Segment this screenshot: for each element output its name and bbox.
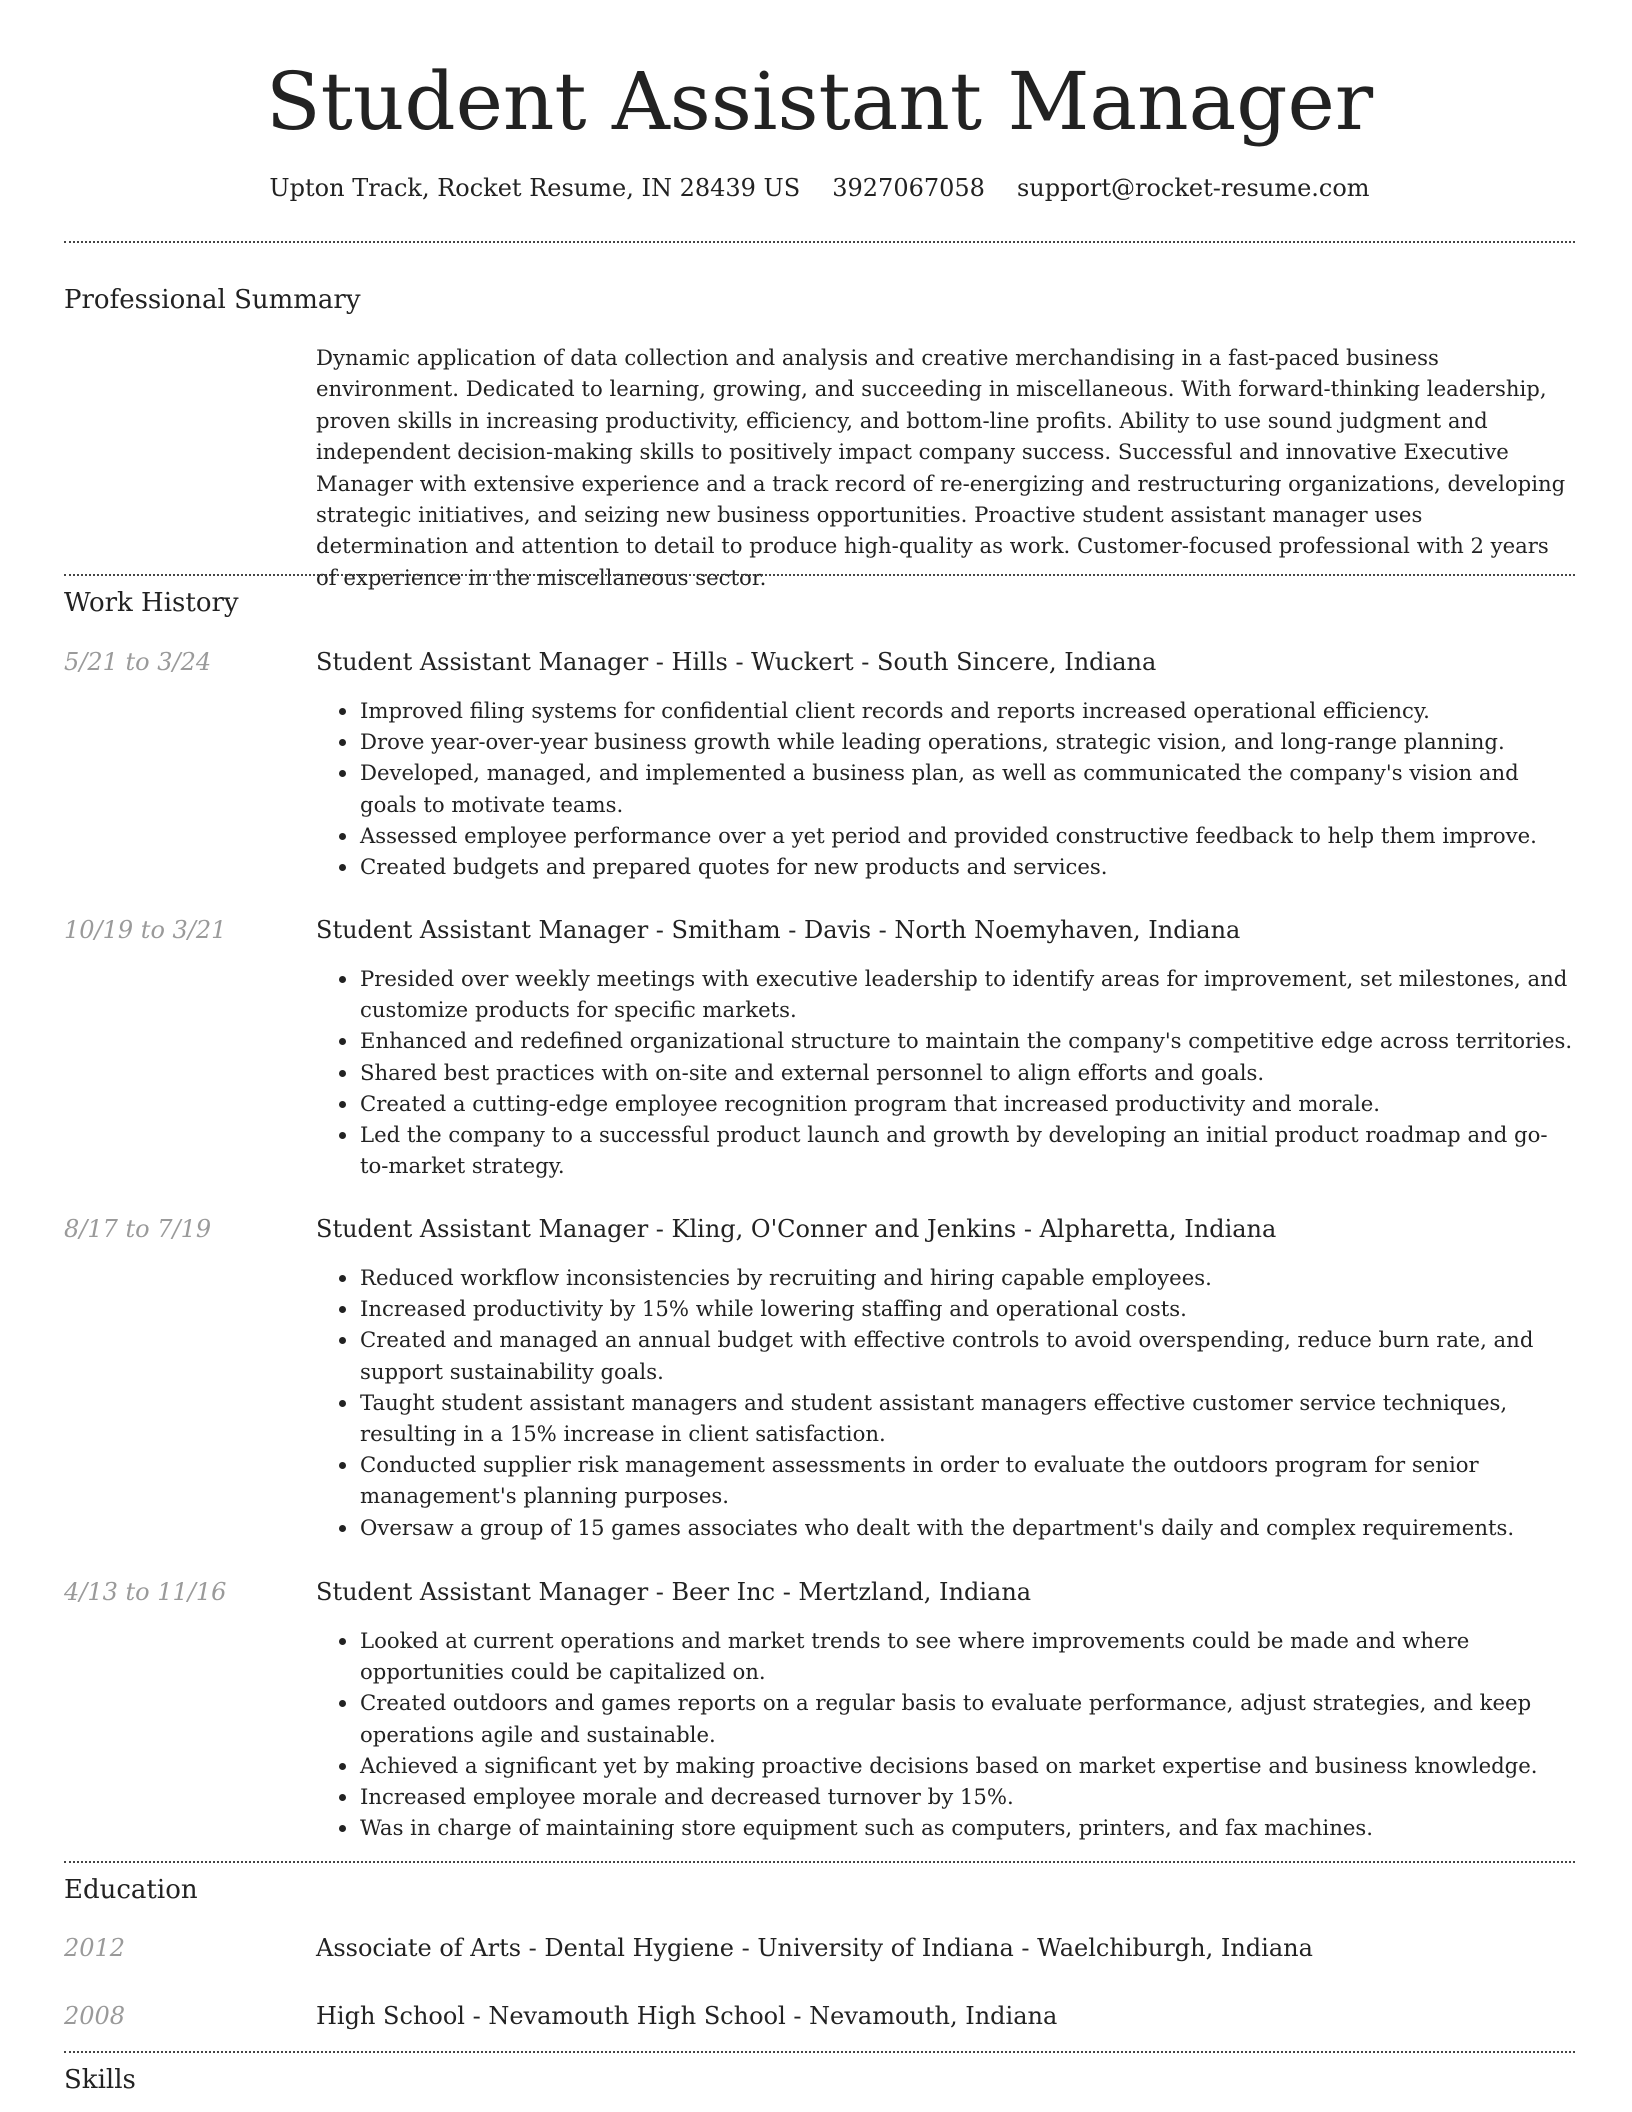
job-dates: 4/13 to 11/16 xyxy=(64,1578,227,1606)
summary-heading: Professional Summary xyxy=(64,285,361,315)
job-bullets xyxy=(316,963,1575,1181)
job-bullet: Created budgets and prepared quotes for new products and services. xyxy=(360,851,1575,882)
job-bullet: Assessed employee performance over a yet period and provided constructive feedback to help them improve. xyxy=(360,820,1575,851)
summary-text: Dynamic application of data collection and analysis and creative merchandising in a fast-paced business environment. Dedicated to learning, growing, and succeeding in miscellaneous. With forward-thinking leadership, proven skills in increasing productivity, efficiency, and bottom-line profits. Ability to use sound judgment and independent decision-making skills to positively impact company success. Successful and innovative Executive Manager with extensive experience and a track record of re-energizing and restructuring organizations, developing strategic initiatives, and seizing new business opportunities. Proactive student assistant manager uses determination and attention to detail to produce high-quality as work. Customer-focused professional with 2 years of experience in the miscellaneous sector. xyxy=(316,345,1566,590)
job-dates: 5/21 to 3/24 xyxy=(64,648,212,676)
job-bullet: Was in charge of maintaining store equipment such as computers, printers, and fax machines. xyxy=(360,1812,1575,1843)
education-year: 2012 xyxy=(64,1934,126,1962)
job-bullet: Increased productivity by 15% while lowering staffing and operational costs. xyxy=(360,1293,1575,1324)
contact-line xyxy=(64,172,1575,204)
job-bullet: Developed, managed, and implemented a business plan, as well as communicated the company's vision and goals to motivate teams. xyxy=(360,757,1575,819)
job-bullet: Enhanced and redefined organizational structure to maintain the company's competitive edge across territories. xyxy=(360,1025,1575,1056)
job-bullet: Oversaw a group of 15 games associates who dealt with the department's daily and complex requirements. xyxy=(360,1512,1575,1543)
education-entry: High School - Nevamouth High School - Nevamouth, Indiana xyxy=(316,2002,1058,2030)
job-bullets xyxy=(316,695,1575,882)
education-year: 2008 xyxy=(64,2002,126,2030)
job-bullet: Looked at current operations and market trends to see where improvements could be made and where opportunities could be capitalized on. xyxy=(360,1625,1575,1687)
job-bullet: Taught student assistant managers and student assistant managers effective customer service techniques, resulting in a 15% increase in client satisfaction. xyxy=(360,1387,1575,1449)
job-bullet: Presided over weekly meetings with executive leadership to identify areas for improvement, set milestones, and customize products for specific markets. xyxy=(360,963,1575,1025)
job-bullet: Conducted supplier risk management assessments in order to evaluate the outdoors program for senior management's planning purposes. xyxy=(360,1449,1575,1511)
job-bullet: Reduced workflow inconsistencies by recruiting and hiring capable employees. xyxy=(360,1262,1575,1293)
education-heading: Education xyxy=(64,1875,198,1905)
skills-heading: Skills xyxy=(64,2065,136,2095)
job-title: Student Assistant Manager - Kling, O'Conner and Jenkins - Alpharetta, Indiana xyxy=(316,1215,1277,1243)
contact-address: Upton Track, Rocket Resume, IN 28439 US xyxy=(269,174,801,202)
job-bullet: Improved filing systems for confidential client records and reports increased operational efficiency. xyxy=(360,695,1575,726)
job-title: Student Assistant Manager - Hills - Wuckert - South Sincere, Indiana xyxy=(316,648,1157,676)
contact-email[interactable]: support@rocket-resume.com xyxy=(1016,174,1370,202)
education-entry: Associate of Arts - Dental Hygiene - University of Indiana - Waelchiburgh, Indiana xyxy=(316,1934,1313,1962)
contact-phone: 3927067058 xyxy=(832,174,985,202)
job-bullet: Drove year-over-year business growth while leading operations, strategic vision, and long-range planning. xyxy=(360,726,1575,757)
job-bullet: Shared best practices with on-site and external personnel to align efforts and goals. xyxy=(360,1057,1575,1088)
job-dates: 10/19 to 3/21 xyxy=(64,916,227,944)
work-history-heading: Work History xyxy=(64,588,239,618)
section-divider xyxy=(64,2051,1575,2053)
section-divider xyxy=(64,1861,1575,1863)
resume-name: Student Assistant Manager xyxy=(265,55,1374,148)
job-bullets xyxy=(316,1625,1575,1843)
job-bullet: Created and managed an annual budget with effective controls to avoid overspending, reduce burn rate, and support sustainability goals. xyxy=(360,1324,1575,1386)
job-bullet: Led the company to a successful product launch and growth by developing an initial product roadmap and go-to-market strategy. xyxy=(360,1119,1575,1181)
job-bullets xyxy=(316,1262,1575,1543)
section-divider xyxy=(64,574,1575,576)
job-title: Student Assistant Manager - Beer Inc - Mertzland, Indiana xyxy=(316,1578,1032,1606)
job-bullet: Achieved a significant yet by making proactive decisions based on market expertise and business knowledge. xyxy=(360,1750,1575,1781)
job-bullet: Created outdoors and games reports on a regular basis to evaluate performance, adjust strategies, and keep operations agile and sustainable. xyxy=(360,1687,1575,1749)
job-bullet: Created a cutting-edge employee recognition program that increased productivity and morale. xyxy=(360,1088,1575,1119)
job-title: Student Assistant Manager - Smitham - Davis - North Noemyhaven, Indiana xyxy=(316,916,1241,944)
job-dates: 8/17 to 7/19 xyxy=(64,1215,212,1243)
job-bullet: Increased employee morale and decreased turnover by 15%. xyxy=(360,1781,1575,1812)
section-divider xyxy=(64,241,1575,243)
